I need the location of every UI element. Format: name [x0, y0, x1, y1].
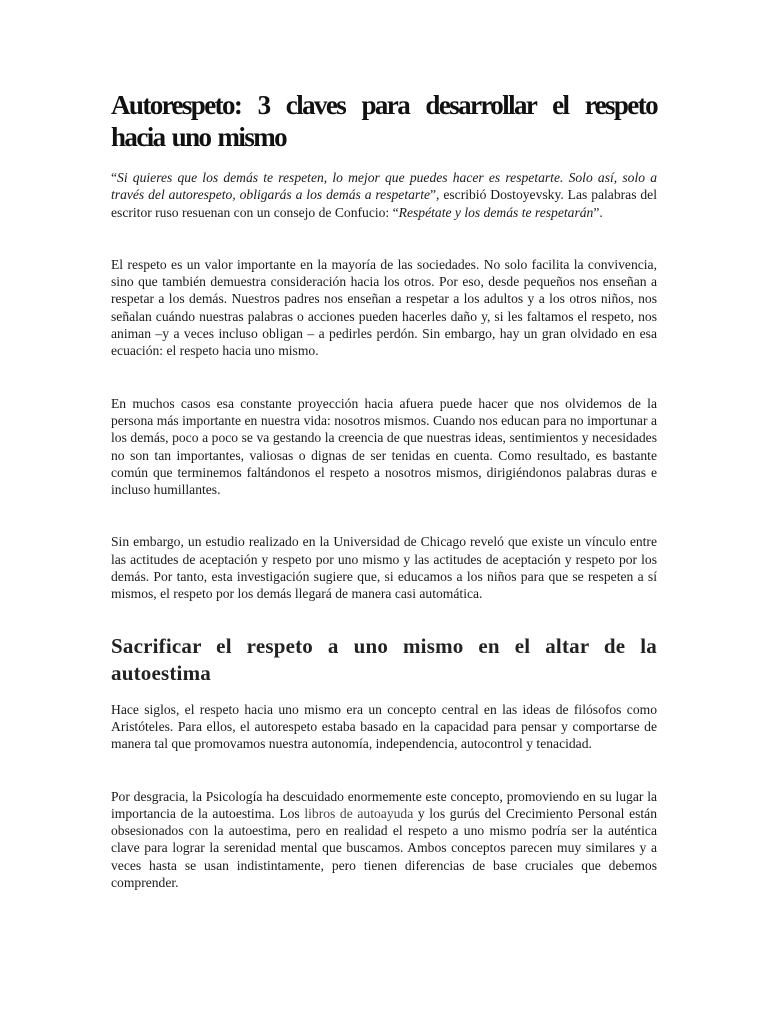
body-paragraph-2: En muchos casos esa constante proyección hacia afuera puede hacer que nos olvidemos de la persona más importante en nuestra vida: nosotros mismos. Cuando nos educan para no importunar a los demás, poco a poco se va gestando la creencia de que nuestras ideas, sentimientos y necesidades no son tan importantes, valiosas o dignas de ser tenidas en cuenta. Como resultado, es bastante común que terminemos faltándonos el respeto a nosotros mismos, dirigiéndonos palabras duras e incluso humillantes. [111, 395, 657, 498]
intro-close: ”. [593, 204, 603, 220]
body-paragraph-3: Sin embargo, un estudio realizado en la Universidad de Chicago reveló que existe un vínculo entre las actitudes de aceptación y respeto por uno mismo y las actitudes de aceptación y respeto por los demás. Por tanto, esta investigación sugiere que, si educamos a los niños para que se respeten a sí mismos, el respeto por los demás llegará de manera casi automática. [111, 534, 657, 602]
document-page [111, 0, 657, 891]
body-paragraph-1: El respeto es un valor importante en la mayoría de las sociedades. No solo facilita la convivencia, sino que también demuestra consideración hacia los otros. Por eso, desde pequeños nos enseñan a respetar a los demás. Nuestros padres nos enseñan a respetar a los adultos y a los otros niños, nos señalan cuándo nuestras palabras o acciones pueden hacerles daño y, si les faltamos el respeto, nos animan –y a veces incluso obligan – a pedirles perdón. Sin embargo, hay un gran olvidado en esa ecuación: el respeto hacia uno mismo. [111, 256, 657, 359]
confucio-quote: Respétate y los demás te respetarán [398, 204, 594, 220]
section-paragraph-1: Hace siglos, el respeto hacia uno mismo era un concepto central en las ideas de filósofos como Aristóteles. Para ellos, el autorespeto estaba basado en la capacidad para pensar y comportarse de manera tal que promovamos nuestra autonomía, independencia, autocontrol y tenacidad. [111, 701, 657, 752]
section-paragraph-2-start: Por desgracia, la Psicología ha descuidado enormemente este concepto, promoviendo en su lugar la importancia de la autoestima. Los [111, 788, 657, 821]
intro-open-quote: “ [111, 170, 118, 185]
self-help-books-link[interactable]: libros de autoayuda [304, 805, 414, 821]
dostoyevsky-quote: Si quieres que los demás te respeten, lo mejor que puedes hacer es respetarte. Solo así, solo a través del autorespeto, obligarás a los demás a respetarte [111, 170, 657, 203]
section-heading: Sacrificar el respeto a uno mismo en el altar de la autoestima [111, 633, 657, 685]
intro-attribution: ”, escribió Dostoyevsky. Las palabras del escritor ruso resuenan con un consejo de Confucio: “ [111, 187, 657, 220]
section-paragraph-2-end: y los gurús del Crecimiento Personal están obsesionados con la autoestima, pero en realidad el respeto a uno mismo podría ser la auténtica clave para lograr la serenidad mental que buscamos. Ambos conceptos parecen muy similares y a veces hasta se usan indistintamente, pero tienen diferencias de base cruciales que debemos comprender. [111, 805, 657, 891]
section-paragraph-2 [111, 788, 657, 892]
article-title: Autorespeto: 3 claves para desarrollar el respeto hacia uno mismo [111, 90, 657, 152]
intro-paragraph [111, 169, 657, 221]
